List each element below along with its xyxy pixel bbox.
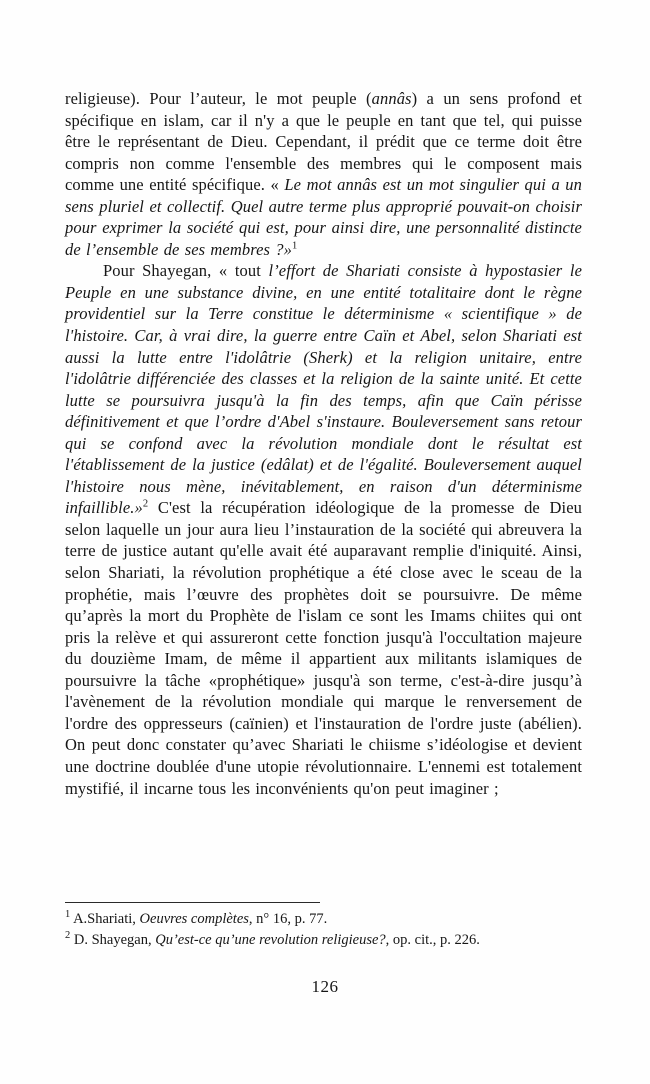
page-body — [65, 88, 582, 799]
footnote: $^1$ A.Shariati, Oeuvres complètes, n° 16, p. 77. — [65, 909, 328, 927]
footnote: $^2$ D. Shayegan, Qu’est-ce qu’une revolution religieuse?, op. cit., p. 226. — [65, 930, 480, 948]
footnote-section — [65, 902, 582, 951]
page-number: 126 — [311, 977, 339, 996]
footnote-divider — [65, 902, 320, 903]
body-paragraph: religieuse). Pour l’auteur, le mot peuple (annâs) a un sens profond et spécifique en islam, car il n'y a que le peuple en tant que tel, qui puisse être le représentant de Dieu. Cependant, il prédit que ce terme doit être compris non comme l'ensemble des membres qui le composent mais comme une entité spécifique. « Le mot annâs est un mot singulier qui a un sens pluriel et collectif. Quel autre terme plus approprié pouvait-on choisir pour exprimer la société qui est, pour ainsi dire, une personnalité distincte de l’ensemble de ses membres ?»$^1$ — [65, 89, 583, 259]
body-paragraph: Pour Shayegan, « tout l’effort de Shariati consiste à hypostasier le Peuple en une substance divine, en une entité totalitaire dont le règne providentiel sur la Terre constitue le déterminisme « scientifique » de l'histoire. Car, à vrai dire, la guerre entre Caïn et Abel, selon Shariati est aussi la lutte entre l'idolâtrie (Sherk) et la religion unitaire, entre l'idolâtrie différenciée des classes et la religion de la sainte unité. Et cette lutte se poursuivra jusqu'à la fin des temps, afin que Caïn périsse définitivement et que l’ordre d'Abel s'instaure. Bouleversement sans retour qui se confond avec la révolution mondiale dont le résultat est l'établissement de la justice (edâlat) et de l'égalité. Bouleversement auquel l'histoire nous mène, inévitablement, en raison d'un déterminisme infaillible.»$^2$ C'est la récupération idéologique de la promesse de Dieu selon laquelle un jour aura lieu l’instauration de la société qui abreuvera la terre de justice autant qu'elle avait été auparavant remplie d'iniquité. Ainsi, selon Shariati, la révolution prophétique a été close avec le sceau de la prophétie, mais l’œuvre des prophètes doit se poursuivre. De même qu’après la mort du Prophète de l'islam ce sont les Imams chiites qui ont pris la relève et qui assureront cette fonction jusqu'à l'occultation majeure du douzième Imam, de même il appartient aux militants islamiques de poursuivre la tâche «prophétique» jusqu'à son terme, c'est-à-dire jusqu’à l'avènement de la révolution mondiale qui marque le renversement de l'ordre des oppresseurs (caïnien) et l'instauration de l'ordre juste (abélien). On peut donc constater qu’avec Shariati le chiisme s’idéologise et devient une doctrine doublée d'une utopie révolutionnaire. L'ennemi est totalement mystifié, il incarne tous les inconvénients qu'on peut imaginer ; — [65, 261, 582, 798]
